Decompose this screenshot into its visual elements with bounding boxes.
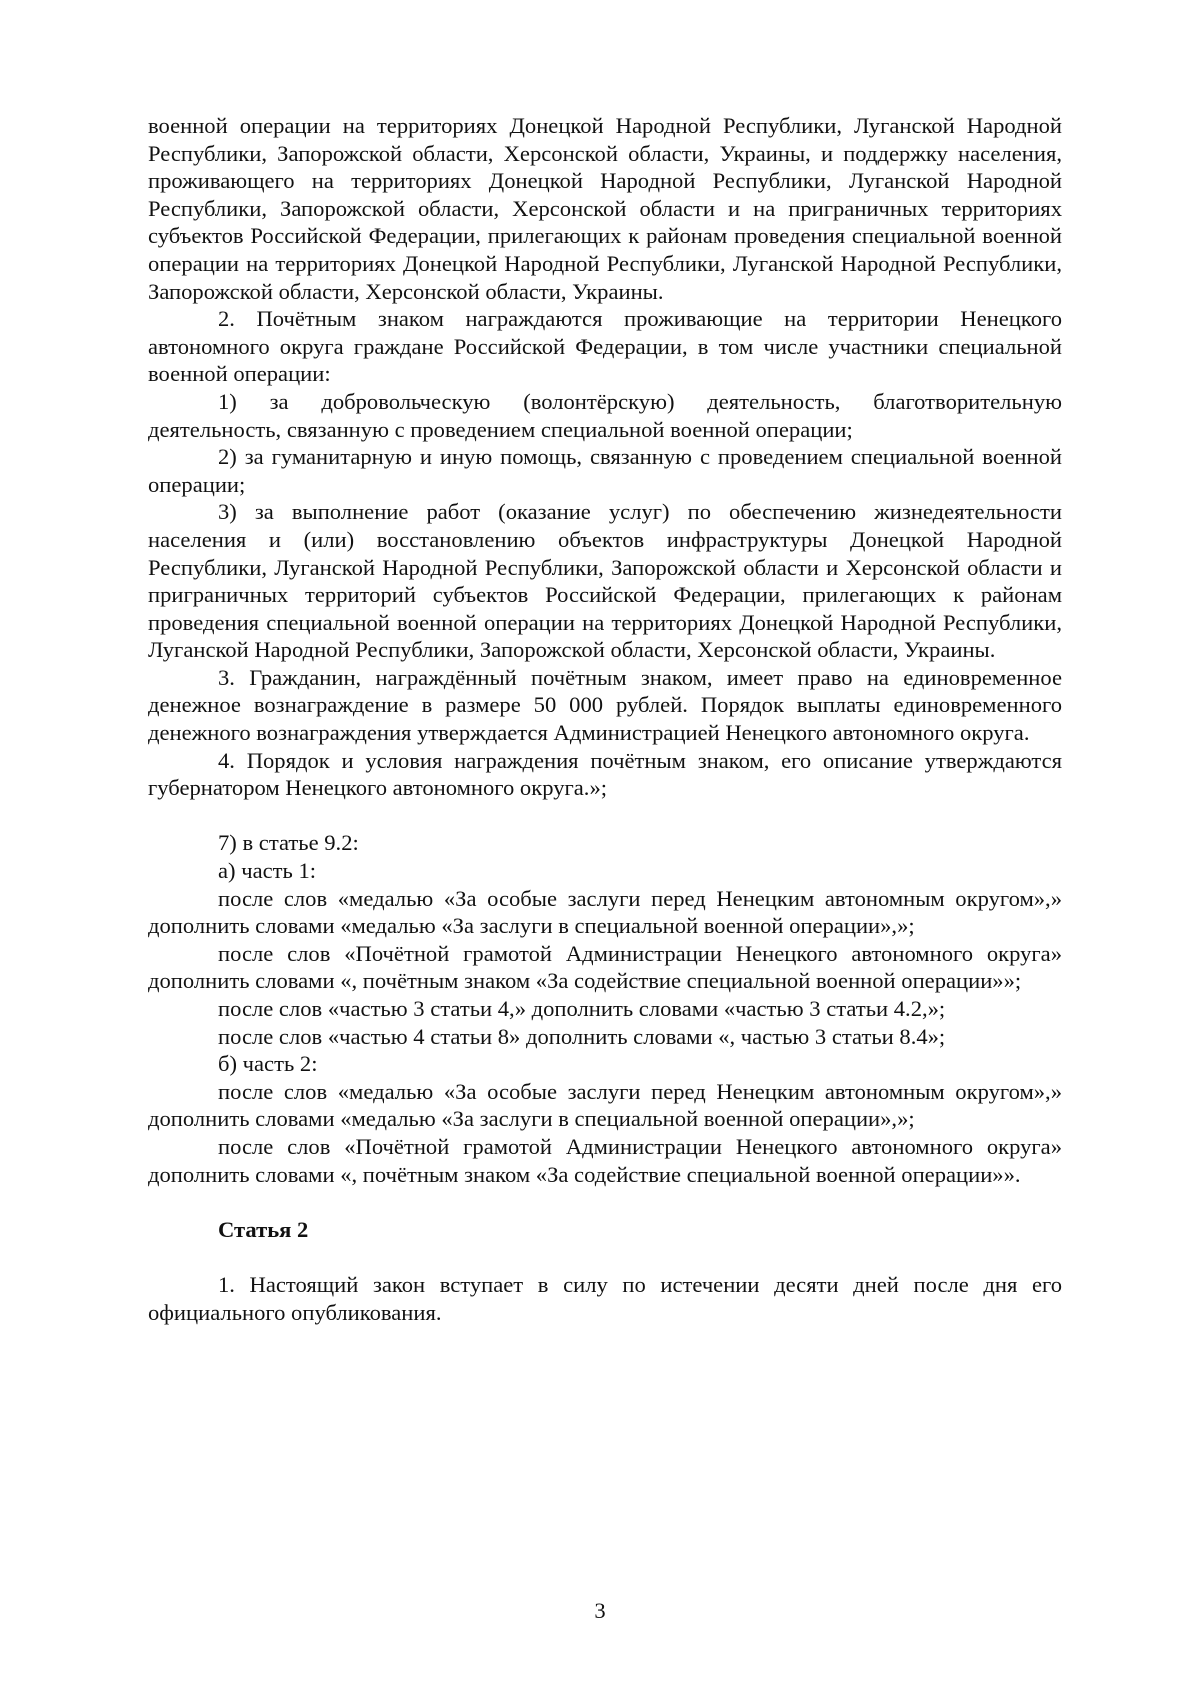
paragraph-amendment: после слов «медалью «За особые заслуги перед Ненецким автономным округом»,» дополнить словами «медалью «За заслуги в специальной военной операции»,»; bbox=[148, 1078, 1062, 1132]
blank-line bbox=[148, 1243, 1062, 1271]
article-heading: Статья 2 bbox=[218, 1216, 309, 1242]
paragraph-amendment: после слов «частью 4 статьи 8» дополнить словами «, частью 3 статьи 8.4»; bbox=[218, 1023, 946, 1049]
blank-line bbox=[148, 1188, 1062, 1216]
paragraph-item-3: 3. Гражданин, награждённый почётным знаком, имеет право на единовременное денежное вознаграждение в размере 50 000 рублей. Порядок выплаты единовременного денежного вознаграждения утверждается Администрацией Ненецкого автономного округа. bbox=[148, 664, 1062, 746]
paragraph-item-2: 2. Почётным знаком награждаются проживающие на территории Ненецкого автономного округа граждане Российской Федерации, в том числе участники специальной военной операции: bbox=[148, 306, 1062, 387]
paragraph-amendment: после слов «медалью «За особые заслуги перед Ненецким автономным округом»,» дополнить словами «медалью «За заслуги в специальной военной операции»,»; bbox=[148, 885, 1062, 939]
paragraph-part-a: а) часть 1: bbox=[218, 858, 317, 884]
paragraph-continuation: военной операции на территориях Донецкой Народной Республики, Луганской Народной Республики, Запорожской области, Херсонской области, Украины, и поддержку населения, проживающего на территориях Донецкой Народной Республики, Луганской Народной Республики, Запорожской области, Херсонской области и на приграничных территориях субъектов Российской Федерации, прилегающих к районам проведения специальной военной операции на территориях Донецкой Народной Республики, Луганской Народной Республики, Запорожской области, Херсонской области, Украины. bbox=[148, 113, 1062, 304]
document-page bbox=[148, 112, 1062, 1326]
paragraph-item-4: 4. Порядок и условия награждения почётным знаком, его описание утверждаются губернатором Ненецкого автономного округа.»; bbox=[148, 747, 1062, 801]
paragraph-subitem-1: 1) за добровольческую (волонтёрскую) деятельность, благотворительную деятельность, связанную с проведением специальной военной операции; bbox=[148, 388, 1062, 442]
paragraph-point-7: 7) в статье 9.2: bbox=[218, 830, 359, 856]
paragraph-part-b: б) часть 2: bbox=[218, 1051, 318, 1077]
page-number: 3 bbox=[594, 1598, 606, 1623]
paragraph-article-2-item-1: 1. Настоящий закон вступает в силу по истечении десяти дней после дня его официального опубликования. bbox=[148, 1271, 1062, 1325]
blank-line bbox=[148, 802, 1062, 830]
paragraph-amendment: после слов «Почётной грамотой Администрации Ненецкого автономного округа» дополнить словами «, почётным знаком «За содействие специальной военной операции»». bbox=[148, 1133, 1062, 1187]
paragraph-subitem-2: 2) за гуманитарную и иную помощь, связанную с проведением специальной военной операции; bbox=[148, 444, 1062, 497]
paragraph-subitem-3: 3) за выполнение работ (оказание услуг) по обеспечению жизнедеятельности населения и (или) восстановлению объектов инфраструктуры Донецкой Народной Республики, Луганской Народной Республики, Запорожской области и Херсонской области и приграничных территорий субъектов Российской Федерации, прилегающих к районам проведения специальной военной операции на территориях Донецкой Народной Республики, Луганской Народной Республики, Запорожской области, Херсонской области, Украины. bbox=[148, 499, 1062, 663]
paragraph-amendment: после слов «Почётной грамотой Администрации Ненецкого автономного округа» дополнить словами «, почётным знаком «За содействие специальной военной операции»»; bbox=[148, 940, 1062, 994]
paragraph-amendment: после слов «частью 3 статьи 4,» дополнить словами «частью 3 статьи 4.2,»; bbox=[218, 996, 946, 1021]
